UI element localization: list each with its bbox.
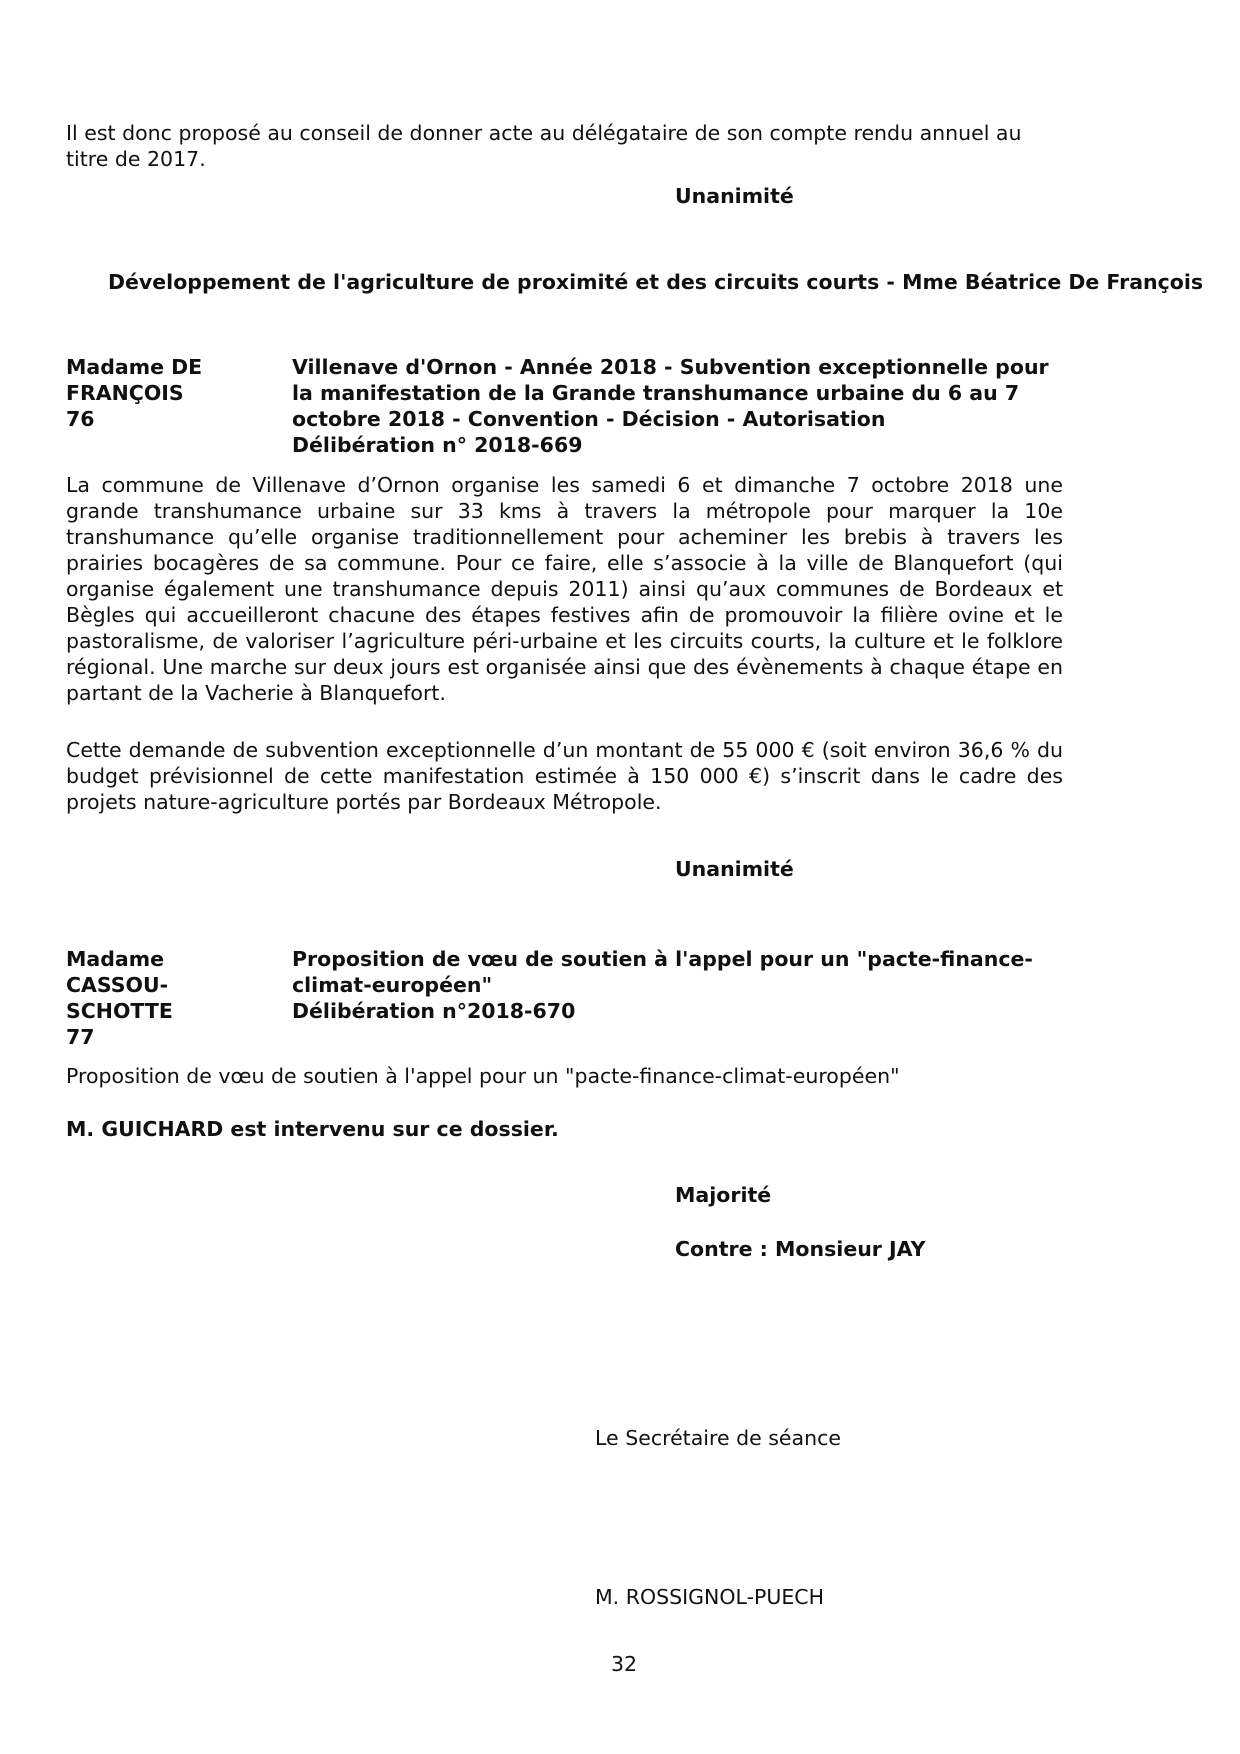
signature-name: M. ROSSIGNOL-PUECH xyxy=(595,1585,825,1609)
item-title-block xyxy=(292,354,1062,458)
rapporteur-name-line: FRANÇOIS xyxy=(66,381,184,405)
signature-role: Le Secrétaire de séance xyxy=(595,1426,841,1450)
item-number: 77 xyxy=(66,1025,95,1049)
item-title-line: climat-européen" xyxy=(292,973,493,997)
rapporteur-block xyxy=(66,354,266,432)
item-description-paragraph: La commune de Villenave d’Ornon organise les samedi 6 et dimanche 7 octobre 2018 une grande transhumance urbaine sur 33 kms à travers la métropole pour marquer la 10e transhumance qu’elle organise traditionnellement pour acheminer les brebis à travers les prairies bocagères de sa commune. Pour ce faire, elle s’associe à la ville de Blanquefort (qui organise également une transhumance depuis 2011) ainsi qu’aux communes de Bordeaux et Bègles qui accueilleront chacune des étapes festives afin de promouvoir la filière ovine et le pastoralisme, de valoriser l’agriculture péri-urbaine et les circuits courts, la culture et le folklore régional. Une marche sur deux jours est organisée ainsi que des évènements à chaque étape en partant de la Vacherie à Blanquefort. xyxy=(66,473,1063,705)
item-title-block xyxy=(292,946,1062,1024)
rapporteur-name-line: Madame DE xyxy=(66,355,203,379)
vote-result-unanimity: Unanimité xyxy=(675,184,794,208)
rapporteur-name-line: CASSOU- xyxy=(66,973,169,997)
section-heading: Développement de l'agriculture de proximité et des circuits courts - Mme Béatrice De François xyxy=(108,270,1204,294)
item-description-paragraph: Cette demande de subvention exceptionnelle d’un montant de 55 000 € (soit environ 36,6 % du budget prévisionnel de cette manifestation estimée à 150 000 €) s’inscrit dans le cadre des projets nature-agriculture portés par Bordeaux Métropole. xyxy=(66,738,1063,814)
rapporteur-name-line: Madame xyxy=(66,947,165,971)
rapporteur-block xyxy=(66,946,266,1050)
deliberation-number: Délibération n° 2018-669 xyxy=(292,433,583,457)
item-number: 76 xyxy=(66,407,95,431)
vote-result-majority: Majorité xyxy=(675,1183,772,1207)
vote-against: Contre : Monsieur JAY xyxy=(675,1237,926,1261)
page-number: 32 xyxy=(611,1652,638,1676)
deliberation-number: Délibération n°2018-670 xyxy=(292,999,576,1023)
intervention-note: M. GUICHARD est intervenu sur ce dossier. xyxy=(66,1117,559,1141)
intro-paragraph: Il est donc proposé au conseil de donner acte au délégataire de son compte rendu annuel au titre de 2017. xyxy=(66,121,1022,171)
item-description: Proposition de vœu de soutien à l'appel pour un "pacte-finance-climat-européen" xyxy=(66,1064,900,1088)
item-title-line: Proposition de vœu de soutien à l'appel pour un "pacte-finance- xyxy=(292,947,1033,971)
item-title: Villenave d'Ornon - Année 2018 - Subvention exceptionnelle pour la manifestation de la Grande transhumance urbaine du 6 au 7 octobre 2018 - Convention - Décision - Autorisation xyxy=(292,355,1049,431)
rapporteur-name-line: SCHOTTE xyxy=(66,999,173,1023)
vote-result-unanimity: Unanimité xyxy=(675,857,794,881)
